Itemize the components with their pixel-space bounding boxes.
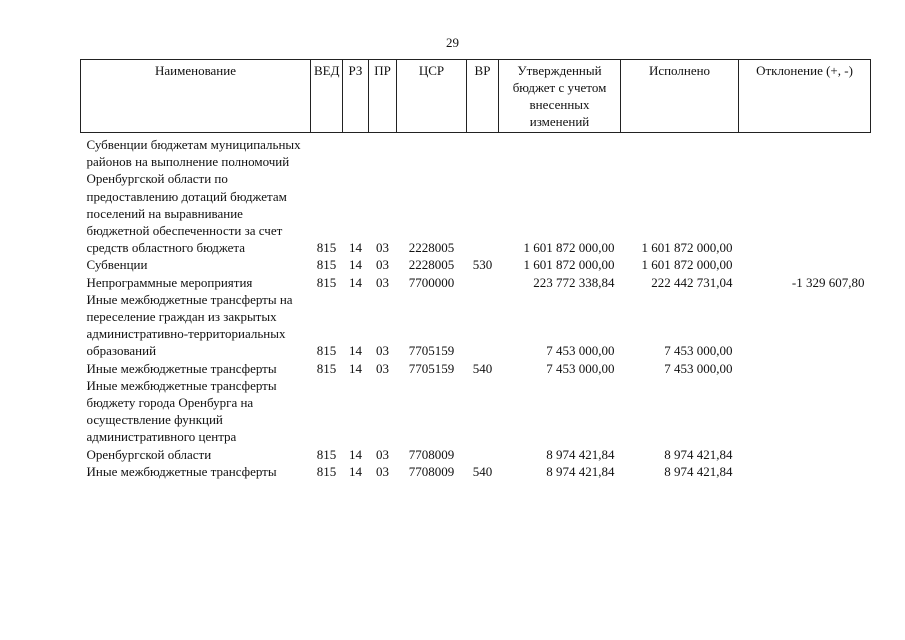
row-approved: 8 974 421,84 (546, 446, 615, 462)
table-row (81, 256, 871, 273)
table-row (81, 360, 871, 377)
header-vr: ВР (467, 60, 499, 133)
header-csr: ЦСР (397, 60, 467, 133)
row-csr: 2228005 (408, 257, 455, 273)
row-csr: 7705159 (408, 360, 455, 376)
row-name: Иные межбюджетные трансферты на переселение граждан из закрытых административно-территориальных образований (86, 291, 293, 359)
row-executed: 1 601 872 000,00 (641, 257, 733, 273)
row-name: Иные межбюджетные трансферты бюджету города Оренбурга на осуществление функций административного центра Оренбургской области (86, 377, 277, 462)
row-csr: 7705159 (408, 343, 455, 359)
table-header (81, 60, 871, 133)
row-vr (467, 274, 499, 291)
table-row (81, 377, 871, 463)
row-csr: 7700000 (408, 274, 455, 290)
header-rz: РЗ (343, 60, 369, 133)
header-name: Наименование (81, 60, 311, 133)
row-vr (467, 377, 499, 463)
row-ved: 815 (316, 446, 337, 462)
row-executed: 222 442 731,04 (651, 274, 733, 290)
row-deviation (739, 291, 871, 360)
row-rz: 14 (349, 343, 362, 359)
row-ved: 815 (316, 257, 337, 273)
row-pr: 03 (376, 240, 389, 256)
row-ved: 815 (316, 274, 337, 290)
row-name: Иные межбюджетные трансферты (86, 360, 277, 376)
row-ved: 815 (316, 240, 337, 256)
row-deviation: -1 329 607,80 (791, 274, 865, 290)
row-csr: 2228005 (408, 240, 455, 256)
row-deviation (739, 360, 871, 377)
row-pr: 03 (376, 343, 389, 359)
row-pr: 03 (376, 274, 389, 290)
row-csr: 7708009 (408, 446, 455, 462)
table-row (81, 274, 871, 291)
row-approved: 7 453 000,00 (546, 360, 615, 376)
row-approved: 223 772 338,84 (533, 274, 615, 290)
row-approved: 8 974 421,84 (546, 463, 615, 479)
header-approved: Утвержденный бюджет с учетом внесенных изменений (499, 60, 621, 133)
row-pr: 03 (376, 257, 389, 273)
table-body (81, 133, 871, 481)
header-ved: ВЕД (311, 60, 343, 133)
row-rz: 14 (349, 240, 362, 256)
row-pr: 03 (376, 360, 389, 376)
row-rz: 14 (349, 257, 362, 273)
row-pr: 03 (376, 446, 389, 462)
row-ved: 815 (316, 343, 337, 359)
row-vr: 540 (472, 463, 493, 479)
row-approved: 1 601 872 000,00 (523, 257, 615, 273)
table-row (81, 463, 871, 480)
row-pr: 03 (376, 463, 389, 479)
row-approved: 7 453 000,00 (546, 343, 615, 359)
row-deviation (739, 133, 871, 257)
row-executed: 7 453 000,00 (664, 343, 733, 359)
header-deviation: Отклонение (+, -) (739, 60, 871, 133)
row-ved: 815 (316, 463, 337, 479)
row-deviation (739, 463, 871, 480)
row-rz: 14 (349, 463, 362, 479)
row-approved: 1 601 872 000,00 (523, 240, 615, 256)
page-number: 29 (446, 35, 459, 50)
header-pr: ПР (369, 60, 397, 133)
row-name: Субвенции (86, 257, 148, 273)
table-row (81, 133, 871, 257)
row-deviation (739, 377, 871, 463)
budget-table (80, 59, 871, 480)
header-executed: Исполнено (621, 60, 739, 133)
row-vr: 530 (472, 257, 493, 273)
row-ved: 815 (316, 360, 337, 376)
row-name: Иные межбюджетные трансферты (86, 463, 277, 479)
row-vr: 540 (472, 360, 493, 376)
row-executed: 8 974 421,84 (664, 463, 733, 479)
row-csr: 7708009 (408, 463, 455, 479)
row-executed: 7 453 000,00 (664, 360, 733, 376)
row-rz: 14 (349, 446, 362, 462)
row-rz: 14 (349, 274, 362, 290)
row-deviation (739, 256, 871, 273)
row-name: Субвенции бюджетам муниципальных районов на выполнение полномочий Оренбургской области по предоставлению дотаций бюджетам поселений на выравнивание бюджетной обеспеченности за счет средств областного бюджета (86, 137, 301, 256)
row-vr (467, 291, 499, 360)
table-row (81, 291, 871, 360)
row-executed: 8 974 421,84 (664, 446, 733, 462)
row-vr (467, 133, 499, 257)
row-executed: 1 601 872 000,00 (641, 240, 733, 256)
row-rz: 14 (349, 360, 362, 376)
row-name: Непрограммные мероприятия (86, 274, 253, 290)
